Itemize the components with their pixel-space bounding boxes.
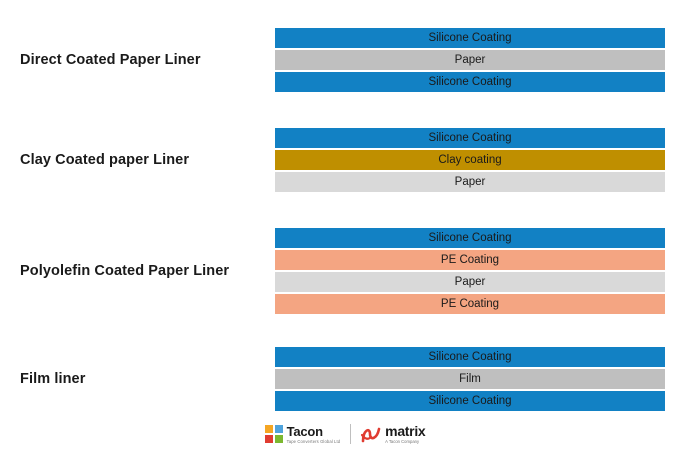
layer: Paper [275, 272, 665, 292]
diagram-row [0, 347, 690, 411]
matrix-name: matrix [385, 423, 426, 439]
row-label: Direct Coated Paper Liner [20, 52, 201, 68]
logo-divider [350, 424, 351, 444]
diagram-row [0, 128, 690, 192]
layer-stack [275, 347, 665, 411]
layer: Silicone Coating [275, 72, 665, 92]
layer: Paper [275, 172, 665, 192]
layer: Silicone Coating [275, 228, 665, 248]
row-label: Polyolefin Coated Paper Liner [20, 263, 230, 279]
layer: Clay coating [275, 150, 665, 170]
layer: Silicone Coating [275, 347, 665, 367]
layer: Paper [275, 50, 665, 70]
matrix-logo [361, 424, 425, 444]
layer: PE Coating [275, 294, 665, 314]
tacon-logo [265, 425, 341, 444]
row-label: Clay Coated paper Liner [20, 152, 190, 168]
layer: Silicone Coating [275, 128, 665, 148]
diagram-row [0, 28, 690, 92]
tacon-tagline: Tape Converters Global Ltd [286, 438, 341, 444]
layer: Silicone Coating [275, 391, 665, 411]
layer: Film [275, 369, 665, 389]
layer-stack [275, 228, 665, 314]
diagram-row [0, 228, 690, 314]
matrix-tagline: A Tacon Company [385, 439, 420, 444]
footer-logos [0, 424, 690, 444]
tacon-name: Tacon [286, 423, 323, 439]
row-label: Film liner [20, 371, 86, 387]
matrix-swirl-icon [361, 426, 381, 443]
layer-stack [275, 28, 665, 92]
tacon-squares-icon [265, 425, 284, 444]
layer-stack [275, 128, 665, 192]
layer: Silicone Coating [275, 28, 665, 48]
layer: PE Coating [275, 250, 665, 270]
